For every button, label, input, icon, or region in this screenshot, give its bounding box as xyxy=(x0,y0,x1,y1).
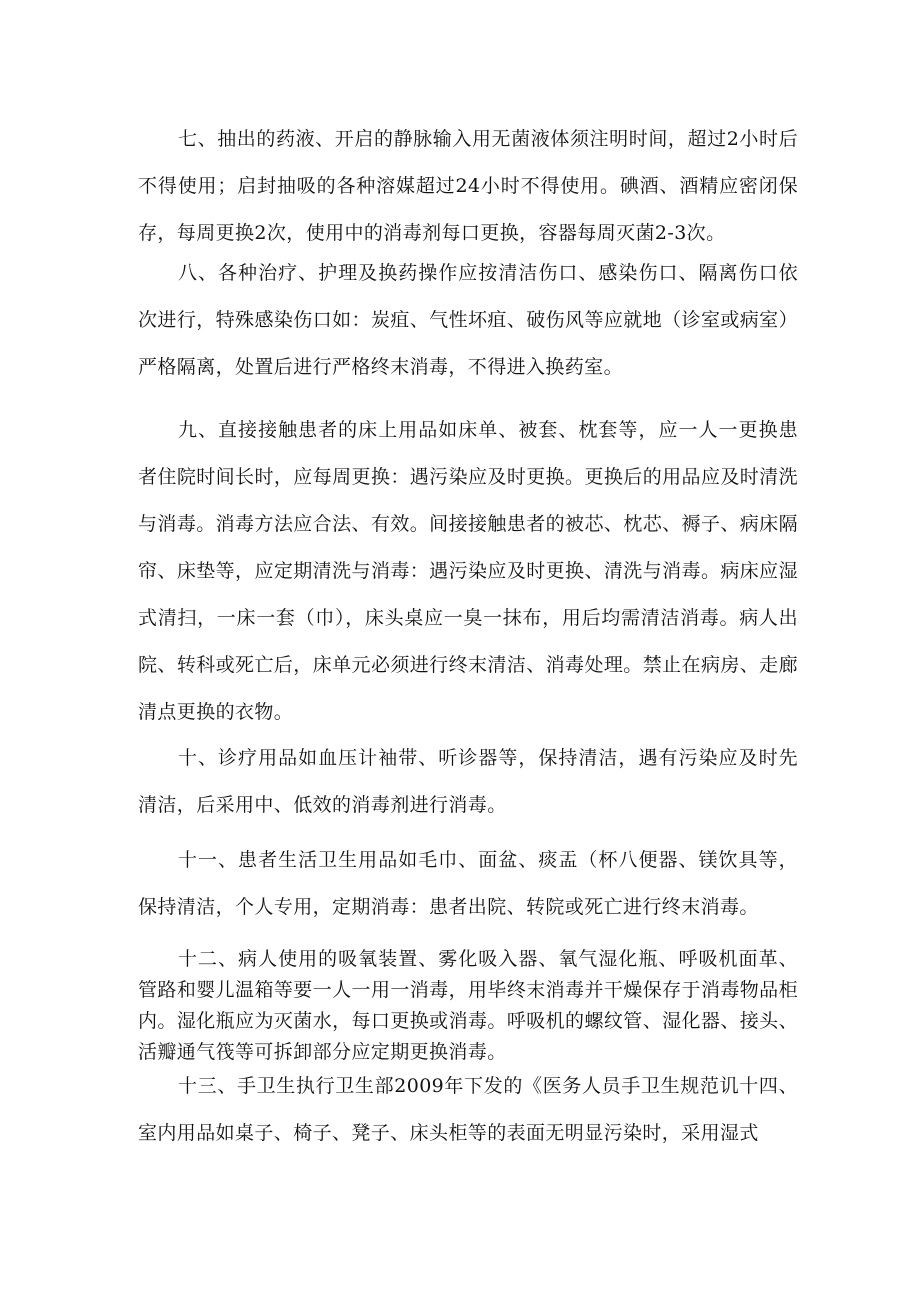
paragraph-7: 七、抽出的药液、开启的静脉输入用无菌液体须注明时间，超过2小时后不得使用；启封抽吸的各种溶媒超过24小时不得使用。碘酒、酒精应密闭保存，每周更换2次，使用中的消毒剂每口更换，容器每周灭菌2-3次。 xyxy=(138,128,798,244)
paragraph-12: 十二、病人使用的吸氧装置、雾化吸入器、氧气湿化瓶、呼吸机面革、管路和婴儿温箱等要一人一用一消毒，用毕终末消毒并干燥保存于消毒物品柜内。湿化瓶应为灭菌水，每口更换或消毒。呼吸机的螺纹管、湿化器、接头、活瓣通气筏等可拆卸部分应定期更换消毒。 xyxy=(138,948,798,1063)
paragraph-8: 八、各种治疗、护理及换药操作应按清洁伤口、感染伤口、隔离伤口依次进行，特殊感染伤口如：炭疽、气性坏疽、破伤风等应就地（诊室或病室）严格隔离，处置后进行严格终末消毒，不得进入换药室。 xyxy=(138,262,798,378)
paragraph-13: 十三、手卫生执行卫生部2009年下发的《医务人员手卫生规范讥十四、室内用品如桌子、椅子、凳子、床头柜等的表面无明显污染时，采用湿式 xyxy=(138,1075,798,1144)
paragraph-10: 十、诊疗用品如血压计袖带、听诊器等，保持清洁，遇有污染应及时先清洁，后采用中、低效的消毒剂进行消毒。 xyxy=(138,747,798,816)
paragraph-11: 十一、患者生活卫生用品如毛巾、面盆、痰盂（杯八便器、镁饮具等，保持清洁，个人专用，定期消毒：患者出院、转院或死亡进行终末消毒。 xyxy=(138,849,798,918)
paragraph-9: 九、直接接触患者的床上用品如床单、被套、枕套等，应一人一更换患者住院时间长时，应每周更换：遇污染应及时更换。更换后的用品应及时清洗与消毒。消毒方法应合法、有效。间接接触患者的被芯、枕芯、褥子、病床隔帘、床垫等，应定期清洗与消毒：遇污染应及时更换、清洗与消毒。病床应湿式清扫，一床一套（巾），床头桌应一臭一抹布，用后均需清洁消毒。病人出院、转科或死亡后，床单元必须进行终末清洁、消毒处理。禁止在病房、走廊清点更换的衣物。 xyxy=(138,419,798,723)
